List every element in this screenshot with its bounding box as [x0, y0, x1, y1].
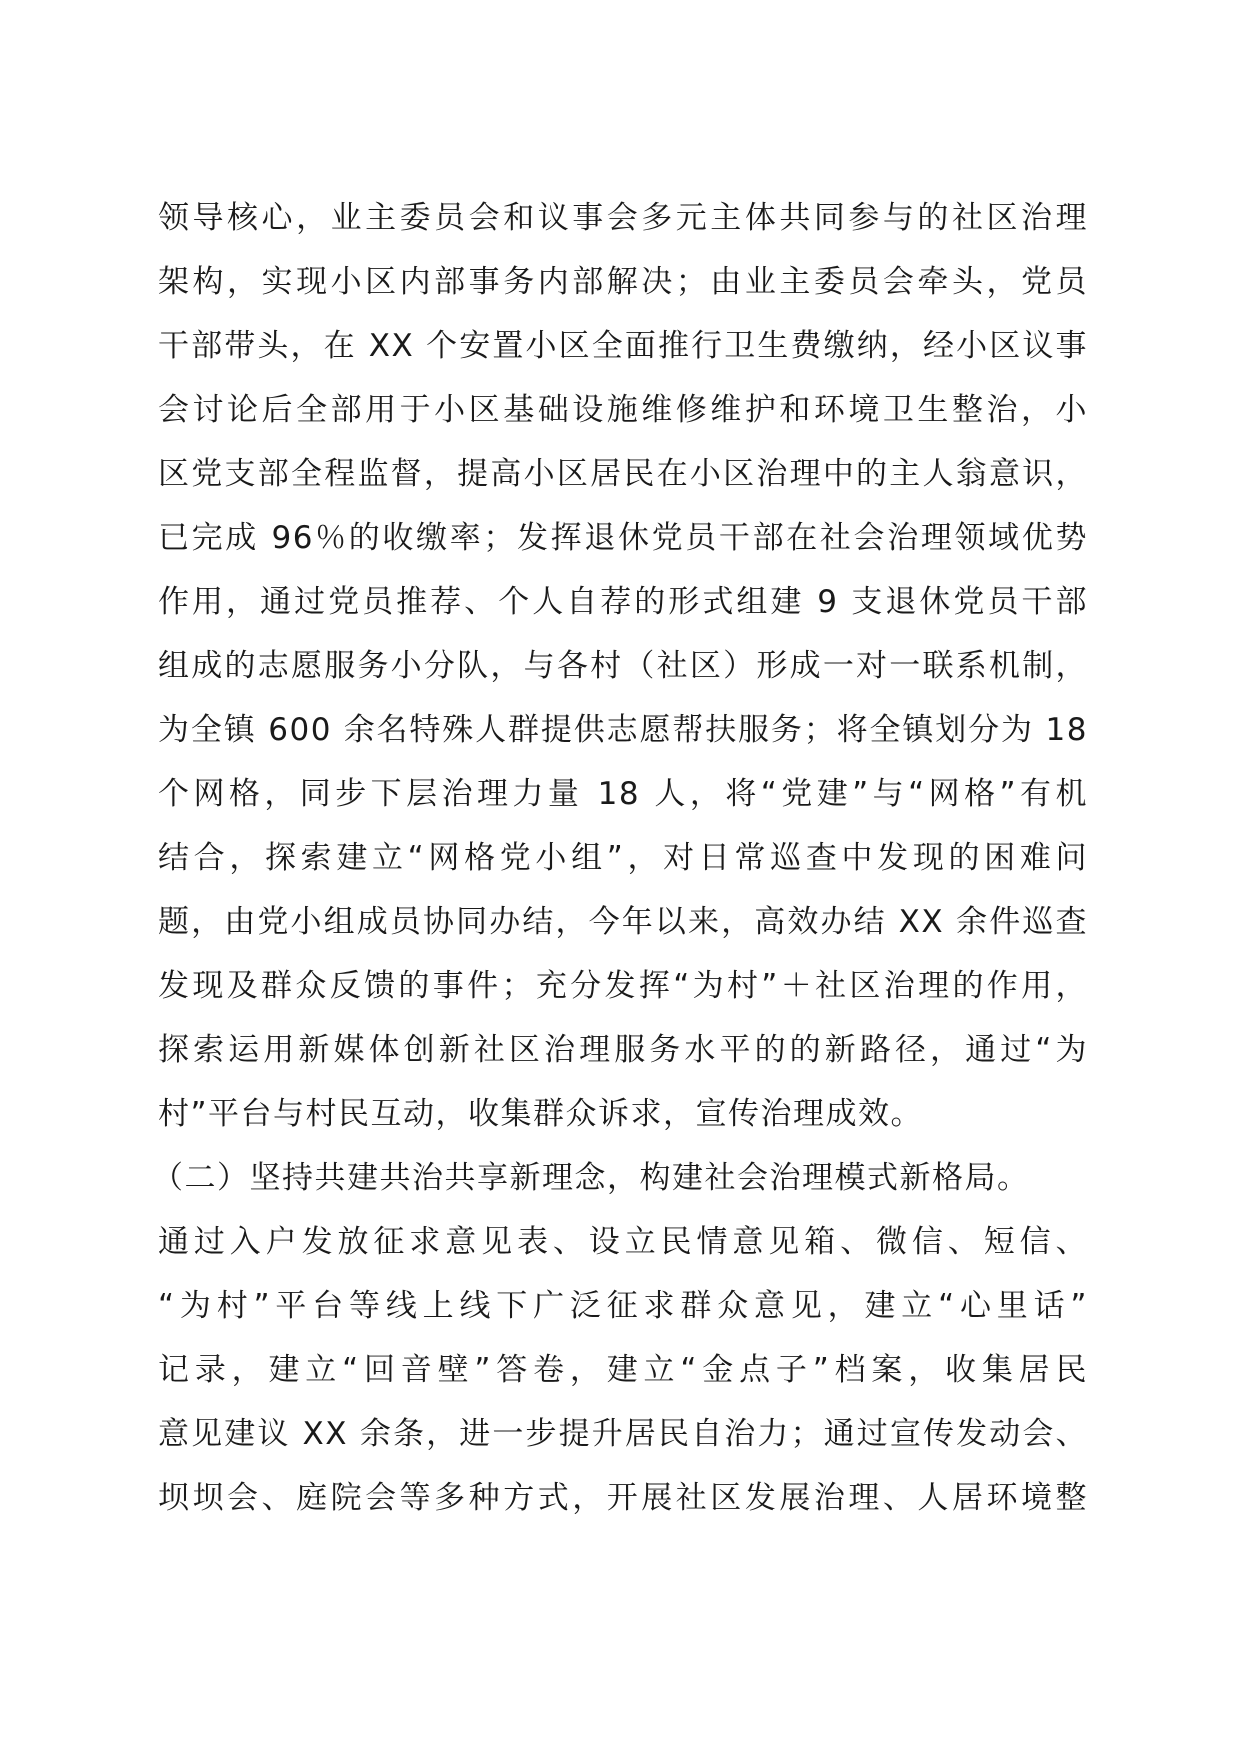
- document-body: [152, 186, 1088, 1530]
- text-line: 组成的志愿服务小分队，与各村（社区）形成一对一联系机制，: [158, 648, 1088, 684]
- text-line: 架构，实现小区内部事务内部解决；由业主委员会牵头，党员: [158, 264, 1088, 300]
- text-line: 记录，建立“回音壁”答卷，建立“金点子”档案，收集居民: [158, 1352, 1088, 1388]
- text-line-last: 村”平台与村民互动，收集群众诉求，宣传治理成效。: [158, 1096, 924, 1132]
- text-line: 干部带头，在 XX 个安置小区全面推行卫生费缴纳，经小区议事: [158, 328, 1088, 364]
- text-line: 会讨论后全部用于小区基础设施维修维护和环境卫生整治，小: [158, 392, 1088, 428]
- text-line: 探索运用新媒体创新社区治理服务水平的的新路径，通过“为: [158, 1032, 1088, 1068]
- text-line: 意见建议 XX 余条，进一步提升居民自治力；通过宣传发动会、: [158, 1416, 1088, 1452]
- text-line: 坝坝会、庭院会等多种方式，开展社区发展治理、人居环境整: [158, 1480, 1088, 1516]
- text-line: 为全镇 600 余名特殊人群提供志愿帮扶服务；将全镇划分为 18: [158, 712, 1088, 748]
- section-heading: （二）坚持共建共治共享新理念，构建社会治理模式新格局。: [152, 1160, 1030, 1196]
- text-line: “为村”平台等线上线下广泛征求群众意见，建立“心里话”: [158, 1288, 1088, 1324]
- text-line: 通过入户发放征求意见表、设立民情意见箱、微信、短信、: [158, 1224, 1088, 1260]
- text-line: 发现及群众反馈的事件；充分发挥“为村”＋社区治理的作用，: [158, 968, 1088, 1004]
- text-line: 题，由党小组成员协同办结，今年以来，高效办结 XX 余件巡查: [158, 904, 1088, 940]
- text-line: 个网格，同步下层治理力量 18 人，将“党建”与“网格”有机: [158, 776, 1088, 812]
- text-line: 作用，通过党员推荐、个人自荐的形式组建 9 支退休党员干部: [158, 584, 1088, 620]
- text-line: 已完成 96％的收缴率；发挥退休党员干部在社会治理领域优势: [158, 520, 1088, 556]
- text-line: 区党支部全程监督，提高小区居民在小区治理中的主人翁意识，: [158, 456, 1088, 492]
- text-line: 领导核心，业主委员会和议事会多元主体共同参与的社区治理: [158, 200, 1088, 236]
- text-line: 结合，探索建立“网格党小组”，对日常巡查中发现的困难问: [158, 840, 1088, 876]
